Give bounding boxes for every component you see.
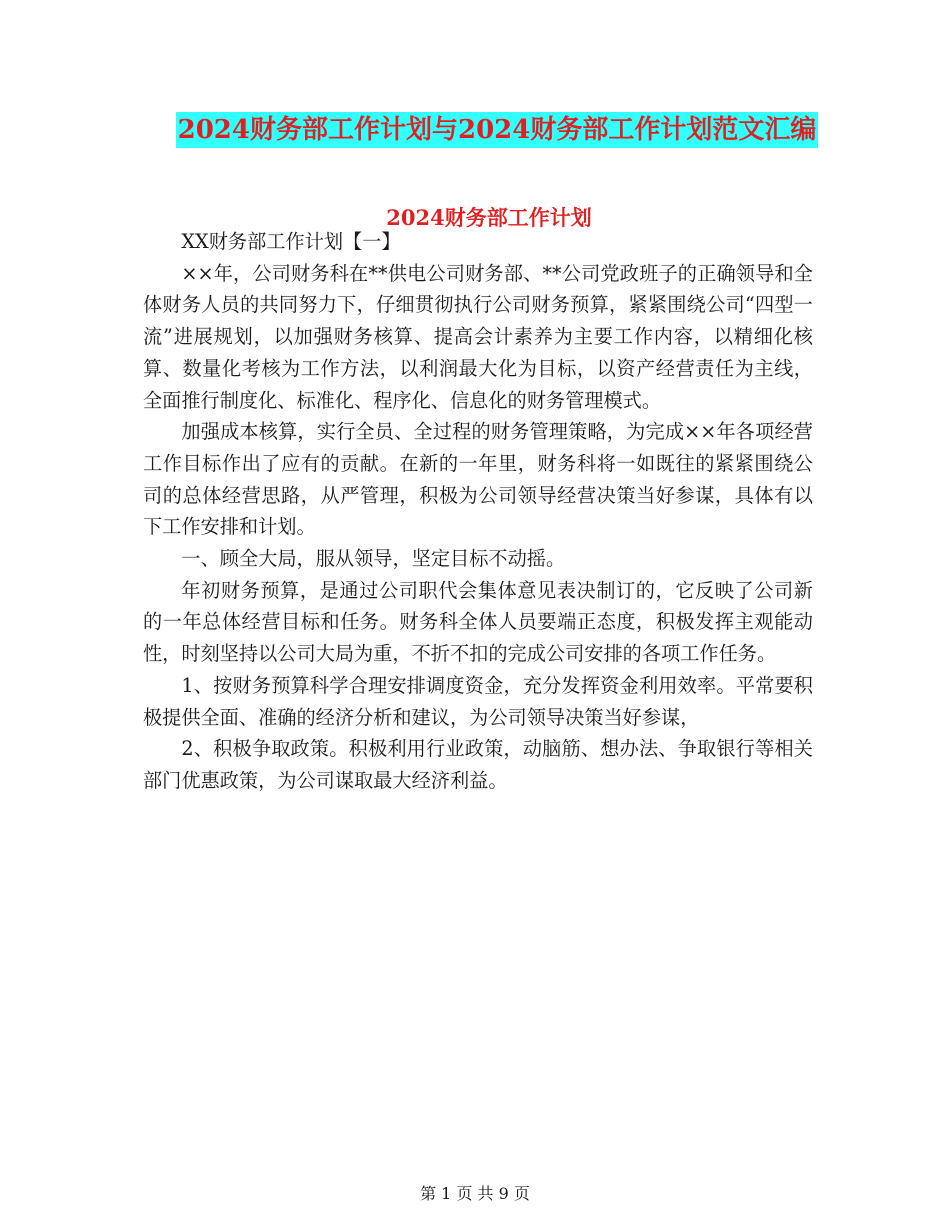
page-footer: 第 1 页 共 9 页: [420, 1184, 530, 1203]
section-title: 2024财务部工作计划: [386, 205, 592, 230]
plan-heading: XX财务部工作计划【一】: [181, 230, 401, 253]
paragraph: 2、积极争取政策。积极利用行业政策，动脑筋、想办法、争取银行等相关部门优惠政策，为公司谋取最大经济利益。: [143, 737, 813, 792]
document-body: [143, 226, 813, 797]
paragraph: 1、按财务预算科学合理安排调度资金，充分发挥资金利用效率。平常要积极提供全面、准确的经济分析和建议，为公司领导决策当好参谋，: [143, 673, 813, 729]
paragraph: 加强成本核算，实行全员、全过程的财务管理策略，为完成××年各项经营工作目标作出了应有的贡献。在新的一年里，财务科将一如既往的紧紧围绕公司的总体经营思路，从严管理，积极为公司领导经营决策当好参谋，具体有以下工作安排和计划。: [143, 420, 813, 539]
main-title-container: [0, 112, 950, 148]
paragraph: 年初财务预算，是通过公司职代会集体意见表决制订的，它反映了公司新的一年总体经营目标和任务。财务科全体人员要端正态度，积极发挥主观能动性，时刻坚持以公司大局为重，不折不扣的完成公司安排的各项工作任务。: [143, 578, 813, 666]
section-heading: 一、顾全大局，服从领导，坚定目标不动摇。: [181, 547, 566, 571]
main-title: 2024财务部工作计划与2024财务部工作计划范文汇编: [176, 112, 819, 148]
paragraph: ××年，公司财务科在**供电公司财务部、**公司党政班子的正确领导和全体财务人员的共同努力下，仔细贯彻执行公司财务预算，紧紧围绕公司“四型一流”进展规划，以加强财务核算、提高会计素养为主要工作内容，以精细化核算、数量化考核为工作方法，以利润最大化为目标，以资产经营责任为主线，全面推行制度化、标准化、程序化、信息化的财务管理模式。: [143, 261, 813, 412]
